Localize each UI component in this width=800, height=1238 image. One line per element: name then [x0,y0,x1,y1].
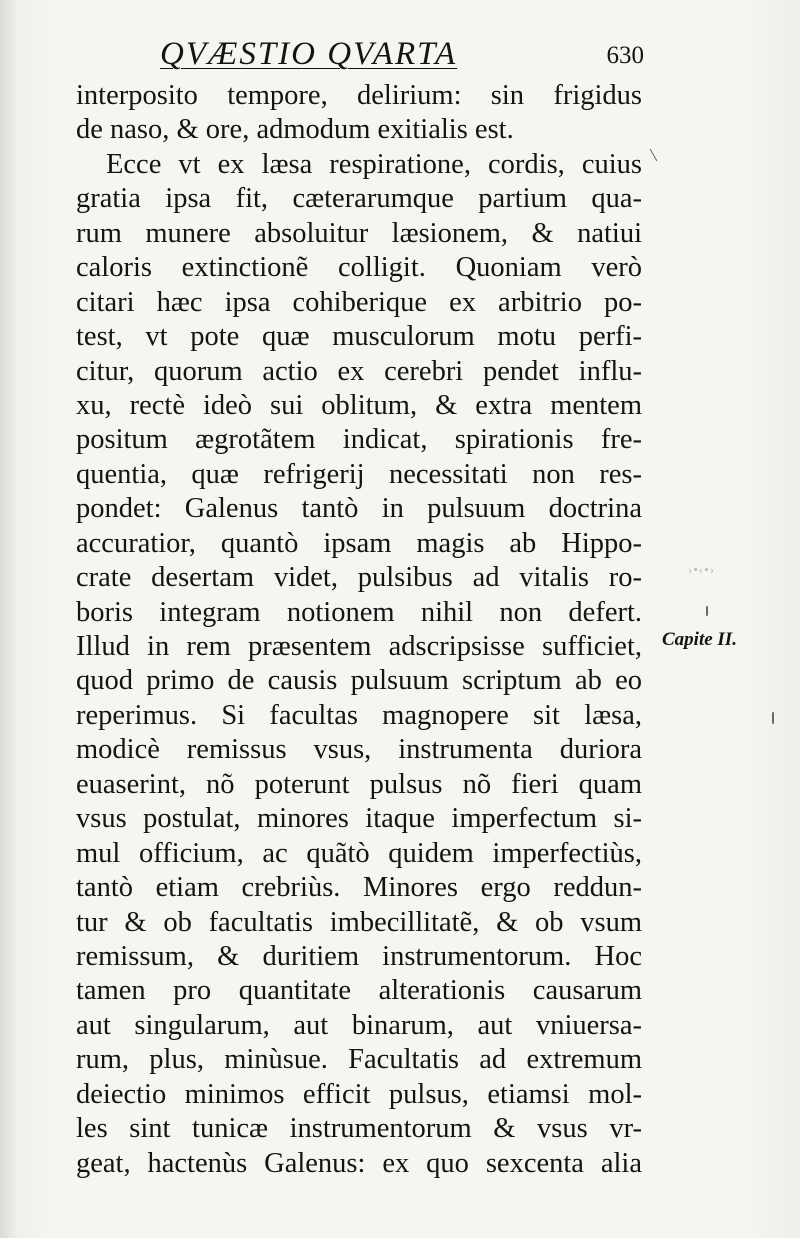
page-number: 630 [606,42,644,69]
text-line: quentia, quæ refrigerij necessitati non res- [76,458,642,490]
text-line: modicè remissus vsus, instrumenta duriora [76,734,642,766]
text-line: caloris extinctionẽ colligit. Quoniam verò [76,252,642,284]
text-line: xu, rectè ideò sui oblitum, & extra mentem [76,389,642,421]
text-line: test, vt pote quæ musculorum motu perfi- [76,321,642,353]
text-line: aut singularum, aut binarum, aut vniuersa- [76,1009,642,1041]
text-line: euaserint, nõ poterunt pulsus nõ fieri quam [76,768,642,800]
text-line: pondet: Galenus tantò in pulsuum doctrina [76,493,642,525]
body-text [76,79,642,1181]
text-line: de naso, & ore, admodum exitialis est. [76,114,514,146]
text-line: vsus postulat, minores itaque imperfectum si- [76,803,642,835]
text-line: accuratior, quantò ipsam magis ab Hippo- [76,527,642,559]
text-line: crate desertam videt, pulsibus ad vitalis ro- [76,562,642,594]
text-line: rum munere absoluitur læsionem, & natiui [76,217,642,249]
paragraph-start-line: Ecce vt ex læsa respiratione, cordis, cuius [106,148,642,180]
text-line: geat, hactenùs Galenus: ex quo sexcenta alia [76,1147,642,1179]
text-line: citari hæc ipsa cohiberique ex arbitrio po- [76,286,642,318]
text-line: citur, quorum actio ex cerebri pendet influ- [76,355,642,387]
text-line: boris integram notionem nihil non defert. [76,596,642,628]
ink-speck [772,712,774,724]
text-line: reperimus. Si facultas magnopere sit læsa, [76,699,642,731]
text-line: interposito tempore, delirium: sin frigidus [76,80,642,111]
text-line: les sint tunicæ instrumentorum & vsus vr- [76,1113,642,1145]
text-line: quod primo de causis pulsuum scriptum ab eo [76,665,642,697]
text-line: mul officium, ac quãtò quidem imperfectiùs, [76,837,642,869]
text-line: deiectio minimos efficit pulsus, etiamsi mol- [76,1078,642,1110]
text-line: remissum, & duritiem instrumentorum. Hoc [76,940,642,972]
text-line: rum, plus, minùsue. Facultatis ad extremum [76,1044,642,1076]
text-line: tur & ob facultatis imbecillitatẽ, & ob vsum [76,906,642,938]
page-header [160,36,660,80]
text-line: Illud in rem præsentem adscripsisse sufficiet, [76,631,642,662]
running-title: QVÆSTIO QVARTA [160,36,458,72]
text-line: gratia ipsa fit, cæterarumque partium qua- [76,183,642,215]
ink-speck [706,606,708,616]
text-line: positum ægrotãtem indicat, spirationis fre- [76,424,642,456]
text-line: tantò etiam crebriùs. Minores ergo reddun- [76,872,642,904]
text-line: tamen pro quantitate alterationis causarum [76,975,642,1007]
ink-speck [650,149,658,162]
margin-note: Capite II. [662,629,737,650]
bleed-through-ink: ›•‹•› [688,562,716,577]
